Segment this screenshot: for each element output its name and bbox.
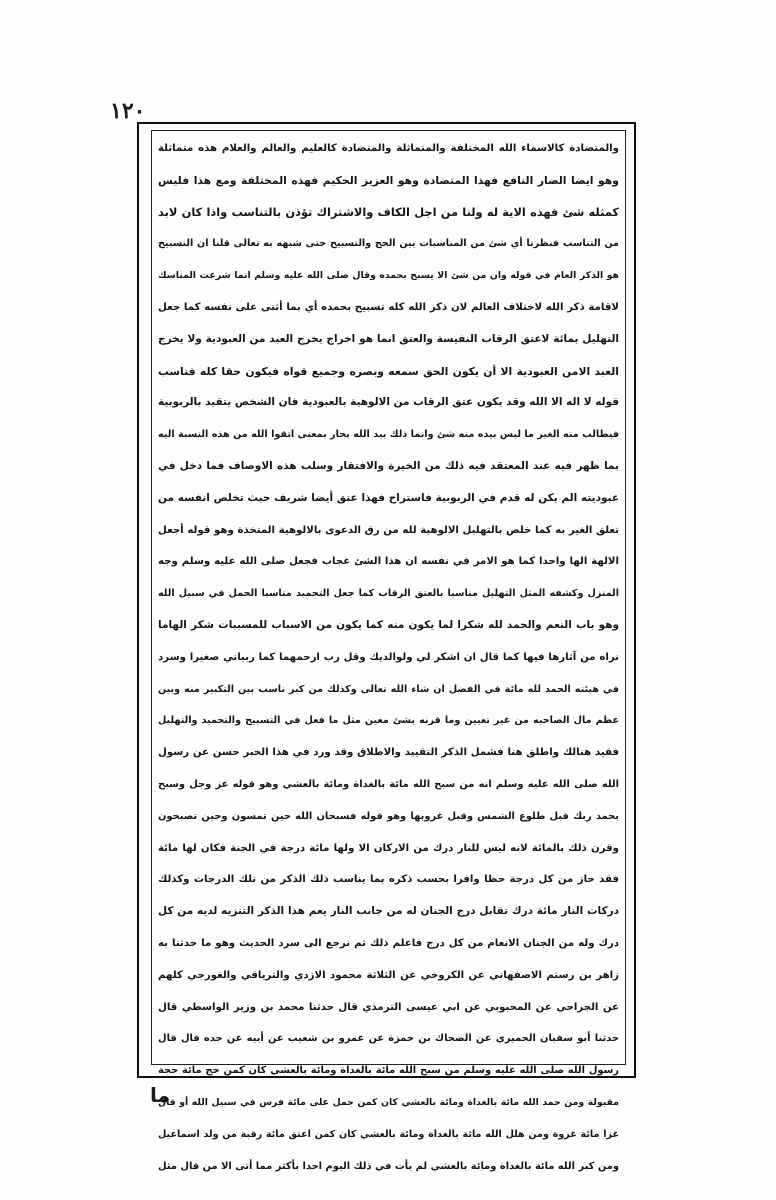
text-line: تعلق الغير به كما خلص بالتهليل الالوهية لله من رق الدعوى بالالوهية المتخذة وهو قوله أجعل	[158, 524, 619, 536]
text-line: هو الذكر العام في قوله وان من شئ الا يسبح بحمده وقال صلى الله عليه وسلم انما شرعت المناسك	[158, 270, 619, 282]
text-line: العبد الامن العبودية الا أن يكون الحق سمعه وبصره وجميع قواه فيكون حقا كله فناسب	[158, 364, 619, 378]
text-line: زاهر بن رستم الاصفهاني عن الكروخي عن الثلاثة محمود الازدي والترياقي والغورجي كلهم	[158, 969, 619, 981]
text-line: فيطالب منه الغير ما ليس بيده منه شئ وانما ذلك بيد الله بحار بمعنى اتقوا الله من هذه النسبة اليه	[158, 429, 619, 441]
text-line: الالهة الها واحدا كما هو الامر في نفسه ان هذا الشئ عجاب فجعل صلى الله عليه وسلم وجه	[158, 556, 619, 568]
text-line: لاقامة ذكر الله لاختلاف العالم لان ذكر الله كله تسبيح بحمده أي بما أثنى على نفسه كما جعل	[158, 301, 619, 313]
text-line: الله صلى الله عليه وسلم انه من سبح الله مائة بالغداة ومائة بالعشي وهو قوله عز وجل وسبح	[158, 778, 619, 790]
text-line: وهو باب النعم والحمد لله شكرا لما يكون منه كما يكون من الاسباب للمسببات شكر الهاما	[158, 618, 619, 631]
text-line: غزا مائة غزوة ومن هلل الله مائة بالغداة ومائة بالعشي كان كمن اعتق مائة رقبة من ولد اسماعيل	[158, 1128, 619, 1140]
text-line: في هيئته الحمد لله مائة في الفضل ان شاء الله تعالى وكذلك من كبر ناسب بين التكبير منه وبين	[158, 683, 619, 695]
text-line: كمثله شئ فهذه الاية له ولنا من اجل الكاف والاشتراك تؤذن بالتناسب واذا كان لابد	[158, 204, 619, 219]
text-line: فقد حاز من كل درجة حظا وافرا بحسب ذكره بما يناسب ذلك الذكر من تلك الدرجات وكذلك	[158, 874, 619, 886]
text-line: عن الجراحي عن المحبوبي عن ابي عيسى الترمذي قال حدثنا محمد بن وزير الواسطي قال	[158, 1001, 619, 1013]
text-line: وقرن ذلك بالمائة لانه ليس للنار درك من الاركان الا ولها مائة درجة في الجنة فكان لها مائة	[158, 842, 619, 854]
text-line: من التناسب فنظرنا أي شئ من المناسبات بين الحج والتسبيح حتى شبهه به تعالى قلنا ان التسبيح	[158, 238, 619, 250]
text-line: رسول الله صلى الله عليه وسلم من سبح الله مائة بالغداة ومائة بالعشي كان كمن حج مائة حجة	[158, 1065, 619, 1077]
text-line: بما ظهر فيه عند المعتقد فيه ذلك من الخيرة والافتقار وسلب هذه الاوصاف فما دخل في	[158, 459, 619, 472]
text-line: وهو ايضا الضار النافع فهذا المتضادة وهو العزيز الحكيم فهذه المختلفة ومع هذا فليس	[158, 173, 619, 187]
text-line: المنزل وكشفه المثل التهليل مناسبا بالعتق الرقاب كما جعل التحميد مناسبا الحمل في سبيل الله	[158, 588, 619, 600]
text-line: والمتضادة كالاسماء الله المختلفة والمتماثلة والمتضادة كالعليم والعالم والعلام هذه متماثلة	[158, 143, 619, 154]
text-line: عبوديته الم يكن له قدم في الربوبية فاستراح فهذا عتق أيضا شريف حيث تخلص انفسه من	[158, 491, 619, 504]
text-line: حدثنا أبو سفيان الحميري عن الضحاك بن حمزة عن عمرو بن شعيب عن أبيه عن جده قال قال	[158, 1033, 619, 1045]
text-line: فقيد هنالك واطلق هنا فشمل الذكر التقييد والاطلاق وقد ورد في هذا الخبر حسن عن رسول	[158, 747, 619, 759]
text-line: مقبولة ومن حمد الله مائة بالغداة ومائة بالعشي كان كمن حمل على مائة فرس في سبيل الله أو قال	[158, 1096, 619, 1108]
text-frame	[151, 130, 626, 1172]
text-line: قوله لا اله الا الله وقد يكون عتق الرقاب من الالوهية بالعبودية فان الشخص يتقيد بالربوبية	[157, 396, 619, 409]
text-line: نراه من آثارها فيها كما قال ان اشكر لي ولوالديك وقل رب ارحمهما كما ربياني صغيرا وسرد	[158, 651, 619, 663]
arabic-text-body	[158, 133, 619, 1182]
text-line: بحمد ربك قبل طلوع الشمس وقبل غروبها وهو قوله فسبحان الله حين تمسون وحين تصبحون	[158, 810, 619, 822]
text-line: ومن كبر الله مائة بالغداة ومائة بالعشي لم يأت في ذلك اليوم احدا بأكثر مما أتى الا من قال مثل	[158, 1160, 619, 1172]
page-number: ١٢٠	[110, 98, 146, 124]
text-line: عظم مال الصاحبه من غير تعيين وما قرنه بشئ معين مثل ما فعل في التسبيح والتحميد والتهليل	[158, 715, 619, 727]
text-line: درك وله من الجنان الانعام من كل درج فاعلم ذلك ثم نرجع الى سرد الحديث وهو ما حدثنا به	[158, 937, 619, 949]
catchword: ما	[150, 1083, 170, 1107]
text-line: دركات النار مائة درك تقابل درج الجنان له من جانب النار يعم هذا الذكر التنزيه لديه من كل	[158, 905, 619, 918]
text-line: التهليل بمائة لاعتق الرقاب النفيسة والعتق انما هو اخراج يخرج العبد من العبودية ولا يخرج	[158, 332, 619, 345]
